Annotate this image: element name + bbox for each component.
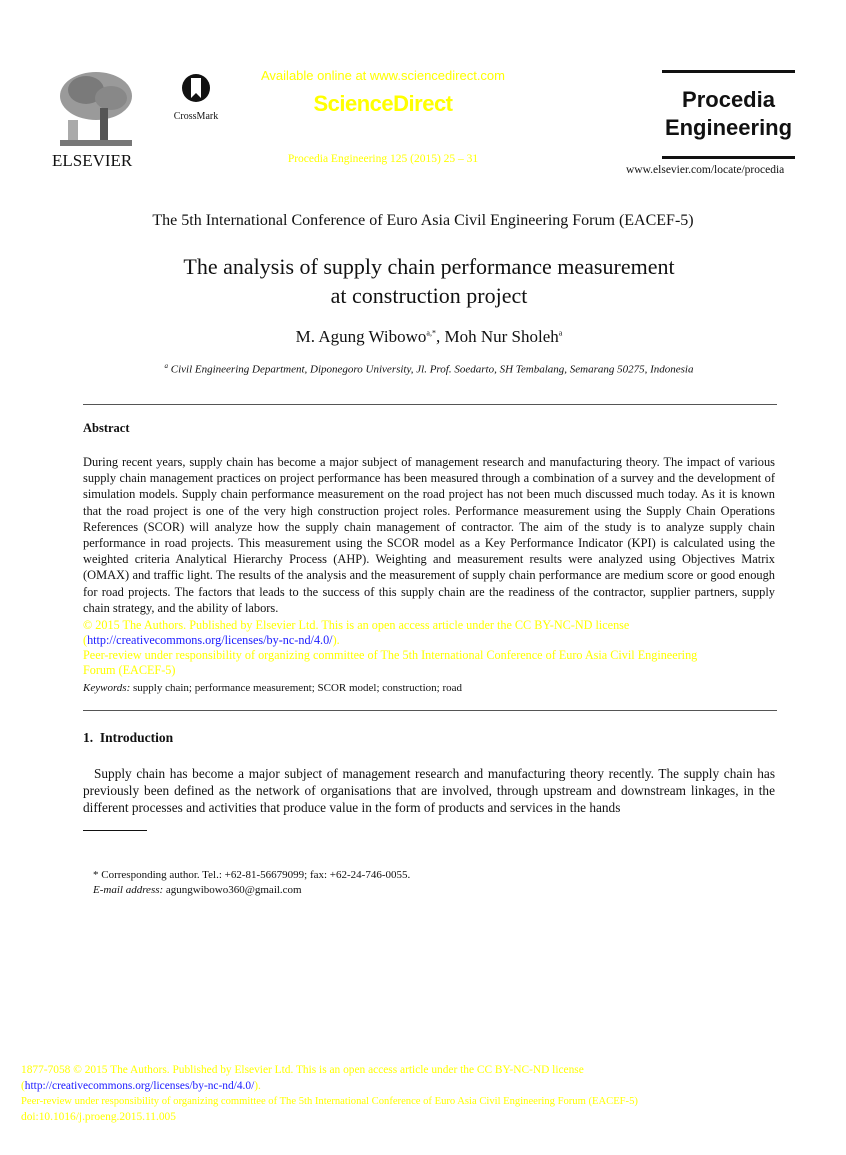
journal-title	[662, 86, 795, 142]
footer-copyright: 1877-7058 © 2015 The Authors. Published by Elsevier Ltd. This is an open access article under the CC BY-NC-ND license	[21, 1064, 584, 1076]
elsevier-logo	[52, 68, 142, 171]
abstract-copyright: © 2015 The Authors. Published by Elsevier Ltd. This is an open access article under the CC BY-NC-ND license	[83, 618, 630, 632]
paper-title-line2: at construction project	[330, 283, 528, 308]
footer-peer-review: Peer-review under responsibility of organizing committee of The 5th International Conference of Euro Asia Civil Engineering Forum (EACEF-5)	[21, 1096, 638, 1107]
crossmark-icon	[181, 72, 211, 108]
affiliation	[0, 362, 846, 376]
abstract-license-link[interactable]: http://creativecommons.org/licenses/by-nc-nd/4.0/	[87, 633, 333, 647]
crossmark-label: CrossMark	[173, 111, 219, 122]
conference-name: The 5th International Conference of Euro Asia Civil Engineering Forum (EACEF-5)	[152, 212, 694, 229]
available-online[interactable]: Available online at www.sciencedirect.com	[261, 68, 505, 83]
footer: 1877-7058 © 2015 The Authors. Published by Elsevier Ltd. This is an open access article under the CC BY-NC-ND license (http://creativecommons.org/licenses/by-nc-nd/4.0/). Peer-review under responsibility of organizing committee of The 5th International Conference of Euro Asia Civil Engineering Forum (EACEF-5) doi:10.1016/j.proeng.2015.11.005	[21, 1063, 638, 1125]
footer-license-link[interactable]: http://creativecommons.org/licenses/by-nc-nd/4.0/	[24, 1079, 255, 1092]
authors	[0, 327, 846, 347]
footnote	[93, 868, 410, 898]
author-1: M. Agung Wibowo	[295, 327, 427, 346]
journal-url[interactable]: www.elsevier.com/locate/procedia	[626, 164, 785, 176]
email-address[interactable]: agungwibowo360@gmail.com	[163, 884, 302, 896]
abstract-heading: Abstract	[83, 421, 130, 435]
affiliation-marker: a	[164, 362, 168, 370]
abstract-text: During recent years, supply chain has become a major subject of management research and manufacturing theory. The impact of various supply chain management practices on project performance has been measured through a combination of a survey and the development of simulation models. Supply chain performance measurement on the road project has not been much discussed much today. As it is known that the road project is one of the very high construction project roles. Performance measurement using the Supply Chain Operations References (SCOR) will analyze how the supply chain management of contractor. The aim of the study is to analyze supply chain performance in road projects. This measurement using the SCOR model as a Key Performance Indicator (KPI) is calculated using the weighted criteria Analytical Hierarchy Process (AHP). Weighting and measurement results were analyzed using Objectives Matrix (OMAX) and traffic light. The results of the analysis and the measurement of supply chain performance are medium score or good enough for road projects. The factors that leads to the success of this supply chain are the readiness of the contractor, supplier partners, supply chain strategy, and the ability of labors.	[83, 455, 775, 615]
sciencedirect-logo[interactable]: ScienceDirect	[313, 91, 453, 116]
publisher-name: ELSEVIER	[52, 151, 133, 170]
corresponding-star: *	[431, 328, 436, 338]
abstract-license: © 2015 The Authors. Published by Elsevier Ltd. This is an open access article under the CC BY-NC-ND license (http://creativecommons.org/licenses/by-nc-nd/4.0/). Peer-review under responsibility of organizing committee of The 5th International Conference of Euro Asia Civil Engineering Forum (EACEF-5)	[83, 618, 775, 678]
email-label: E-mail address:	[93, 884, 164, 896]
footer-doi[interactable]: doi:10.1016/j.proeng.2015.11.005	[21, 1110, 176, 1123]
author-2-affil: a	[558, 328, 563, 338]
elsevier-tree-icon	[56, 68, 136, 148]
paper-title	[0, 252, 846, 310]
footnote-rule	[83, 830, 147, 831]
paper-title-line1: The analysis of supply chain performance measurement	[183, 254, 675, 279]
divider-top	[83, 404, 777, 405]
journal-title-line2: Engineering	[664, 115, 793, 140]
divider-bottom	[83, 710, 777, 711]
author-2: , Moh Nur Sholeh	[435, 327, 559, 346]
citation: Procedia Engineering 125 (2015) 25 – 31	[287, 153, 479, 165]
keywords-list: supply chain; performance measurement; SCOR model; construction; road	[130, 682, 463, 694]
keywords-label: Keywords:	[83, 682, 131, 694]
corresponding-author: * Corresponding author. Tel.: +62-81-56679099; fax: +62-24-746-0055.	[93, 869, 411, 881]
abstract-peer-review: Peer-review under responsibility of organizing committee of The 5th International Conference of Euro Asia Civil Engineering Forum (EACEF-5)	[83, 648, 698, 677]
affiliation-text: Civil Engineering Department, Diponegoro University, Jl. Prof. Soedarto, SH Tembalang, Semarang 50275, Indonesia	[170, 363, 694, 376]
crossmark-badge[interactable]	[168, 72, 224, 122]
journal-title-line1: Procedia	[682, 87, 775, 112]
author-1-affil: a,	[426, 328, 432, 338]
introduction-heading: 1. Introduction	[83, 730, 174, 745]
keywords	[83, 682, 462, 694]
introduction-text: Supply chain has become a major subject of management research and manufacturing theory recently. The supply chain has previously been defined as the network of organisations that are involved, through upstream and downstream linkages, in the different processes and activities that produce value in the form of products and services in the hands	[83, 766, 775, 815]
